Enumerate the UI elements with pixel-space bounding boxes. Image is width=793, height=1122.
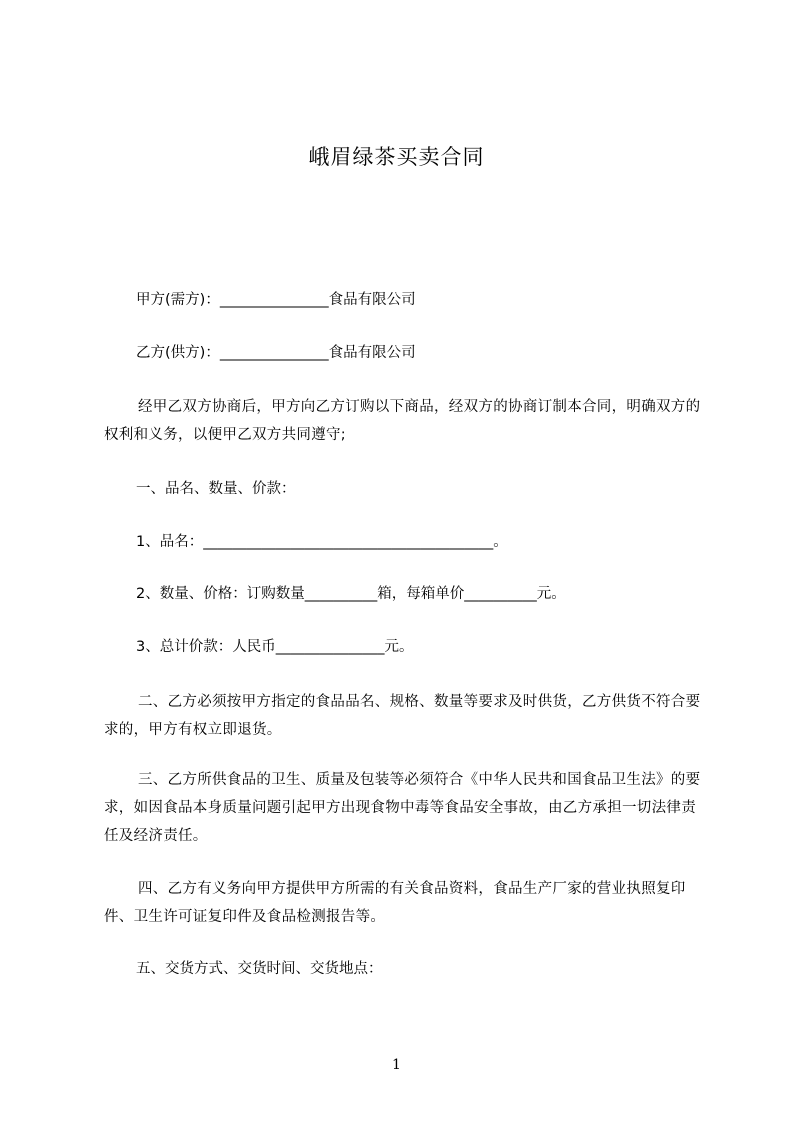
section-4-paragraph: 四、乙方有义务向甲方提供甲方所需的有关食品资料，食品生产厂家的营业执照复印件、卫生许可证复印件及食品检测报告等。: [104, 881, 686, 925]
section-1-heading: 一、品名、数量、价款：: [136, 481, 296, 497]
section-2-paragraph: 二、乙方必须按甲方指定的食品品名、规格、数量等要求及时供货，乙方供货不符合要求的，甲方有权立即退货。: [104, 694, 701, 738]
party-a-line: 甲方(需方)：_______________食品有限公司: [136, 292, 416, 308]
section-5-heading: 五、交货方式、交货时间、交货地点：: [136, 961, 383, 977]
preamble-paragraph: 经甲乙双方协商后，甲方向乙方订购以下商品，经双方的协商订制本合同，明确双方的权利和义务，以便甲乙双方共同遵守;: [104, 399, 701, 443]
item-1-product-name: 1、品名：________________________________________。: [136, 534, 508, 550]
document-title: 峨眉绿茶买卖合同: [308, 145, 485, 169]
page-number: 1: [392, 1057, 401, 1073]
party-b-line: 乙方(供方)：_______________食品有限公司: [136, 345, 416, 361]
section-3-paragraph: 三、乙方所供食品的卫生、质量及包装等必须符合《中华人民共和国食品卫生法》的要求，如因食品本身质量问题引起甲方出现食物中毒等食品安全事故，由乙方承担一切法律责任及经济责任。: [104, 772, 701, 844]
item-2-quantity-price: 2、数量、价格：订购数量__________箱，每箱单价__________元。: [136, 586, 566, 602]
item-3-total-price: 3、总计价款：人民币_______________元。: [136, 639, 414, 655]
